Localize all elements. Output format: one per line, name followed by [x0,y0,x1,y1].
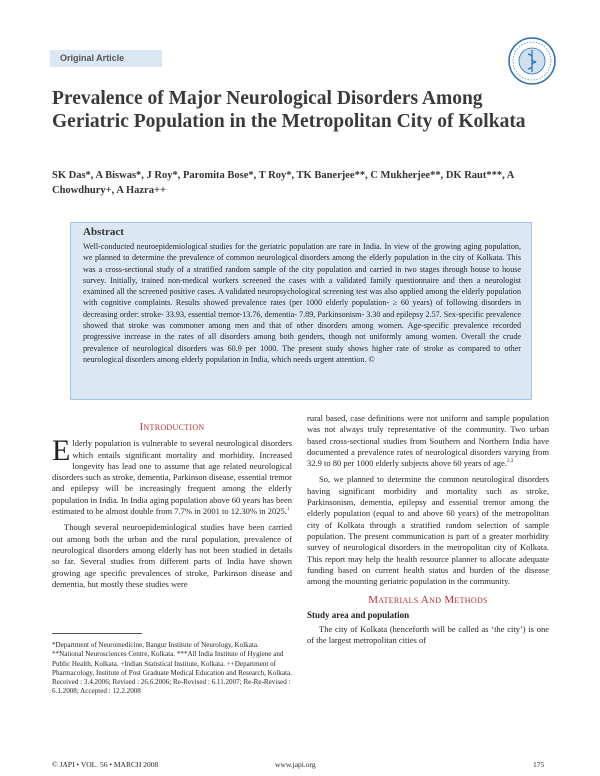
journal-url: www.japi.org [275,760,316,769]
footnote-divider [52,633,142,634]
intro-paragraph-1-text: lderly population is vulnerable to several neurological disorders which entails significant mortality and morbidity. Increased longevity has lead one to assume that age related neurological disorders such as stroke, dementia, Parkinson disease, essential tremor and epilepsy will be increasingly frequent among the elderly population in India. In India aging population above 60 years has been estimated to be almost double from 7.7% in 2001 to 12.30% in 2025. [52,438,292,517]
abstract-heading: Abstract [83,226,124,238]
author-list: SK Das*, A Biswas*, J Roy*, Paromita Bose*, T Roy*, TK Banerjee**, C Mukherjee**, DK Raut***, A Chowdhury+, A Hazra++ [52,170,514,196]
received-dates: Received : 3.4.2006; Revised : 26.6.2006; Re-Revised : 6.11.2007; Re-Re-Revised : 6.1.2008; Accepted : 12.2.2008 [52,678,291,696]
right-paragraph-1 [307,413,549,469]
methods-heading: Materials And Methods [368,594,488,607]
affiliations: *Department of Neuromedicine, Bangur Institute of Neurology, Kolkata. **National Neurosciences Centre, Kolkata. ***All India Institute of Hygiene and Public Health, Kolkata. +Indian Statistical Institute, Kolkata. ++Department of Pharmacology, Institute of Post Graduate Medical Education and Research, Kolkata. [52,641,292,677]
citation-ref: 2,3 [506,459,514,465]
abstract-box [70,222,532,400]
journal-logo [507,36,557,86]
drop-cap: E [52,434,71,468]
left-column [52,422,292,590]
page-number: 175 [533,760,545,769]
right-paragraph-2: So, we planned to determine the common neurological disorders having significant morbidity and mortality such as stroke, Parkinsonism, dementia, epilepsy and essential tremor among the elderly population (equal to and above 60 years) of the metropolitan city of Kolkata through a stratified random selection of sample population. The present communication is part of a greater morbidity survey of neurological disorders in the metropolitan city of Kolkata. This report may help the health resource planner to allocate adequate funding based on current health status and burden of the disease among the mounting geriatric population in the community. [307,474,549,587]
abstract-text: Well-conducted neuroepidemiological studies for the geriatric population are rare in India. In view of the growing aging population, we planned to determine the prevalence of common neurological disorders among the elderly population in the city of Kolkata. This was a cross-sectional study of a stratified random sample of the city population and carried in two stages through house to house survey. Initially, trained non-medical workers screened the cases with a validated family questionnaire and then a neurologist examined all the screened positive cases. A validated neuropsychological screening test was also applied among the elderly population with cognitive complaints. Results showed prevalence rates (per 1000 elderly population- ≥ 60 years) of following disorders in decreasing order: stroke- 33.93, essential tremor-13.76, dementia- 7.89, Parkinsonism- 3.30 and epilepsy 2.57. Sex-specific prevalence showed that stroke was commoner among men and that of other disorders among women. Age-specific prevalence recorded progressive increase in the rates of all disorders among both genders, though not uniformly among women. Overall the crude prevalence of neurological disorders was 60.9 per 1000. The present study shows higher rate of stroke as compared to other neurological disorders among elderly population in India, which needs urgent attention. © [83,242,521,364]
introduction-heading: Introduction [139,421,205,433]
footnote [52,641,292,697]
intro-paragraph-2: Though several neuroepidemiological studies have been carried out among both the urban and the rural population, prevalence of neurological disorders among elderly has not been studied in details so far. Several studies from different parts of India have shown growing age specific prevalences of stroke, Parkinson disease and dementia, but mostly these studies were [52,522,292,589]
study-area-subheading: Study area and population [307,609,410,620]
right-column [307,413,549,647]
journal-footer: © JAPI • VOL. 56 • MARCH 2008 [52,760,159,769]
intro-paragraph-1 [52,434,292,517]
citation-ref: 1 [286,507,290,513]
right-paragraph-3: The city of Kolkata (henceforth will be called as ‘the city’) is one of the largest metropolitan cities of [307,624,549,646]
right-paragraph-1-text: rural based, case definitions were not uniform and sample population was not always truly representative of the community. Two urban based cross-sectional studies from Southern and Northern India have documented a prevalence rates of neurological disorders varying from 32.9 to 80 per 1000 elderly subjects above 60 years of age. [307,413,549,469]
article-title: Prevalence of Major Neurological Disorders Among Geriatric Population in the Metropolitan City of Kolkata [52,88,526,132]
article-type-badge: Original Article [50,50,162,67]
